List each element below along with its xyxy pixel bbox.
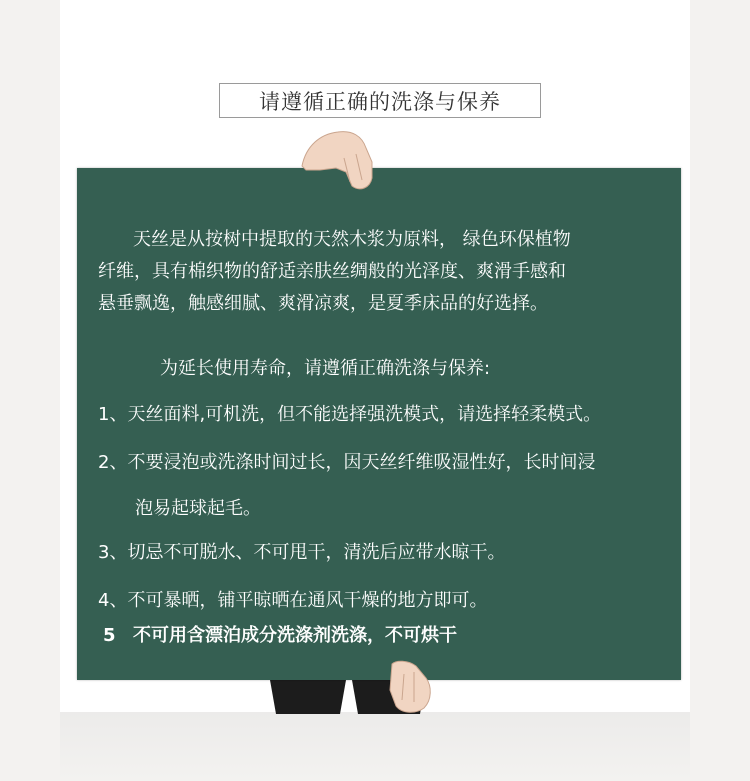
care-item-4: 4、不可暴晒，铺平晾晒在通风干燥的地方即可。 bbox=[98, 590, 488, 611]
intro-line-2: 纤维，具有棉织物的舒适亲肤丝绸般的光泽度、爽滑手感和 bbox=[98, 261, 566, 282]
intro-line-3: 悬垂飘逸，触感细腻、爽滑凉爽，是夏季床品的好选择。 bbox=[98, 293, 548, 314]
care-item-3: 3、切忌不可脱水、不可甩干，清洗后应带水晾干。 bbox=[98, 542, 506, 563]
hand-illustration-bottom bbox=[386, 660, 436, 714]
intro-line-1: 天丝是从按树中提取的天然木浆为原料， 绿色环保植物 bbox=[133, 229, 571, 250]
care-item-5: 不可用含漂泊成分洗涤剂洗涤，不可烘干 bbox=[133, 625, 457, 646]
page-shadow bbox=[60, 712, 690, 781]
care-item-1: 1、天丝面料,可机洗，但不能选择强洗模式，请选择轻柔模式。 bbox=[98, 404, 602, 425]
hand-illustration-top bbox=[300, 128, 380, 192]
care-item-2-continued: 泡易起球起毛。 bbox=[135, 498, 261, 519]
care-item-2: 2、不要浸泡或洗涤时间过长，因天丝纤维吸湿性好，长时间浸 bbox=[98, 452, 596, 473]
care-item-5-number: 5 bbox=[103, 625, 116, 646]
page-title: 请遵循正确的洗涤与保养 bbox=[219, 83, 541, 118]
care-heading: 为延长使用寿命，请遵循正确洗涤与保养: bbox=[160, 358, 491, 379]
